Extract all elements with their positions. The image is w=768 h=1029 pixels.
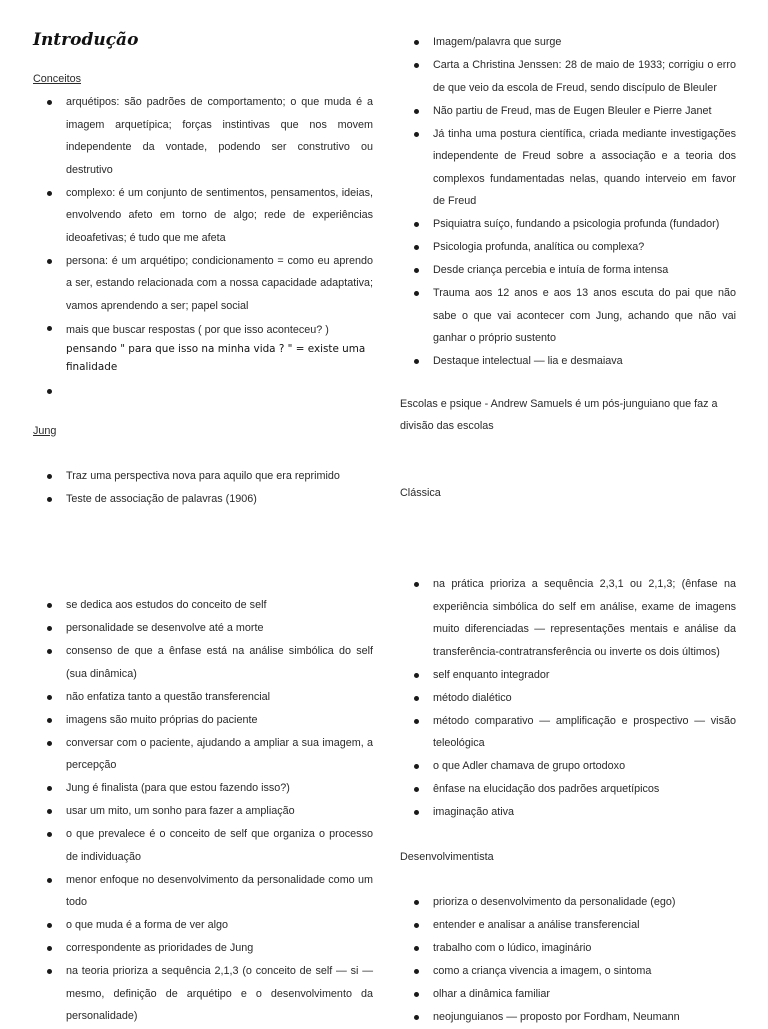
bullet-icon (414, 245, 419, 250)
bullet-icon (414, 222, 419, 227)
bullet-icon (414, 359, 419, 364)
list-item: arquétipos: são padrões de comportamento; o que muda é a imagem arquetípica; forças instintivas que nos movem independente da vontade, podendo ser construtivo ou destrutivo (66, 91, 373, 181)
list-item: Já tinha uma postura científica, criada mediante investigações independente de Freud sobre a associação e a teoria dos complexos fundamentadas nelas, quando interveio em favor de Freud (433, 123, 736, 213)
list-item: na prática prioriza a sequência 2,3,1 ou 2,1,3; (ênfase na experiência simbólica do self em análise, exame de imagens muito diferenciadas — representações mentais e análise da transferência-contratransferência ou inverte os dois últimos) (433, 573, 736, 663)
list-item: menor enfoque no desenvolvimento da personalidade como um todo (66, 869, 373, 914)
list-item: o que muda é a forma de ver algo (66, 914, 373, 937)
list-item: correspondente as prioridades de Jung (66, 937, 373, 960)
bullet-icon (414, 63, 419, 68)
list-item: personalidade se desenvolve até a morte (66, 617, 373, 640)
bullet-icon (47, 809, 52, 814)
list-item: neojunguianos — proposto por Fordham, Neumann (433, 1006, 736, 1029)
bullet-icon (414, 40, 419, 45)
list-item: Psicologia profunda, analítica ou complexa? (433, 236, 736, 259)
list-item: Destaque intelectual — lia e desmaiava (433, 350, 736, 373)
list-item: mais que buscar respostas ( por que isso aconteceu? ) pensando " para que isso na minha vida ? " = existe uma finalidade (66, 318, 373, 376)
bullet-icon (414, 109, 419, 114)
bullet-icon (414, 900, 419, 905)
bullet-icon (47, 497, 52, 502)
desenvolvimentista-list (400, 891, 736, 1029)
bullet-icon (414, 946, 419, 951)
classica-heading: Clássica (400, 487, 441, 499)
escolas-text: Escolas e psique - Andrew Samuels é um pós-junguiano que faz a divisão das escolas (400, 398, 718, 432)
bullet-icon (414, 992, 419, 997)
list-item: ênfase na elucidação dos padrões arquetípicos (433, 778, 736, 801)
bullet-icon (47, 474, 52, 479)
list-item: Jung é finalista (para que estou fazendo isso?) (66, 777, 373, 800)
list-item: Teste de associação de palavras (1906) (66, 488, 373, 511)
list-item: na teoria prioriza a sequência 2,1,3 (o conceito de self — si — mesmo, definição de arquétipo e o desenvolvimento da personalidade) (66, 960, 373, 1028)
bullet-icon (47, 923, 52, 928)
bullet-icon (414, 969, 419, 974)
list-item: se dedica aos estudos do conceito de self (66, 594, 373, 617)
list-item: imaginação ativa (433, 801, 736, 824)
bullet-icon (47, 626, 52, 631)
list-item: olhar a dinâmica familiar (433, 983, 736, 1006)
list-item: Não partiu de Freud, mas de Eugen Bleuler e Pierre Janet (433, 100, 736, 123)
bullet-icon (414, 132, 419, 137)
bullet-icon (47, 946, 52, 951)
list-item: Trauma aos 12 anos e aos 13 anos escuta do pai que não sabe o que vai acontecer com Jung, achando que não vai ganhar o próprio sustento (433, 282, 736, 350)
jung-bio-list (400, 31, 736, 373)
bullet-icon (47, 741, 52, 746)
list-item: o que prevalece é o conceito de self que organiza o processo de individuação (66, 823, 373, 868)
bullet-icon (47, 695, 52, 700)
list-item: persona: é um arquétipo; condicionamento = como eu aprendo a ser, estando relacionada com a nossa capacidade adaptativa; vamos aprendendo a ser; papel social (66, 250, 373, 318)
empty-list-item (66, 380, 373, 402)
classica-list (400, 573, 736, 824)
desenvolvimentista-heading: Desenvolvimentista (400, 851, 494, 863)
jung-heading: Jung (33, 425, 57, 437)
list-item: Traz uma perspectiva nova para aquilo que era reprimido (66, 465, 373, 488)
bullet-icon (47, 259, 52, 264)
conceitos-list (33, 91, 373, 402)
bullet-icon (47, 326, 52, 331)
list-item: imagens são muito próprias do paciente (66, 709, 373, 732)
list-item: Psiquiatra suíço, fundando a psicologia profunda (fundador) (433, 213, 736, 236)
bullet-icon (414, 268, 419, 273)
bullet-icon (47, 603, 52, 608)
list-item: método comparativo — amplificação e prospectivo — visão teleológica (433, 710, 736, 755)
bullet-icon (414, 582, 419, 587)
list-item: não enfatiza tanto a questão transferencial (66, 686, 373, 709)
bullet-icon (414, 1015, 419, 1020)
list-item: consenso de que a ênfase está na análise simbólica do self (sua dinâmica) (66, 640, 373, 685)
list-item: entender e analisar a análise transferencial (433, 914, 736, 937)
list-item: complexo: é um conjunto de sentimentos, pensamentos, ideias, envolvendo afeto em torno de algo; rede de experiências ideoafetivas; é tudo que me afeta (66, 182, 373, 250)
bullet-icon (47, 832, 52, 837)
bullet-icon (414, 787, 419, 792)
page-title: Introdução (33, 30, 139, 50)
bullet-icon (414, 810, 419, 815)
jung-list (33, 465, 373, 511)
bullet-icon (47, 191, 52, 196)
bullet-icon (47, 389, 52, 394)
bullet-icon (414, 291, 419, 296)
self-list (33, 594, 373, 1028)
bullet-icon (47, 718, 52, 723)
list-item: o que Adler chamava de grupo ortodoxo (433, 755, 736, 778)
bullet-icon (47, 969, 52, 974)
bullet-icon (414, 696, 419, 701)
list-item: self enquanto integrador (433, 664, 736, 687)
bullet-icon (47, 649, 52, 654)
list-item: prioriza o desenvolvimento da personalidade (ego) (433, 891, 736, 914)
list-item: usar um mito, um sonho para fazer a ampliação (66, 800, 373, 823)
bullet-icon (47, 878, 52, 883)
list-item: trabalho com o lúdico, imaginário (433, 937, 736, 960)
bullet-icon (47, 100, 52, 105)
bullet-icon (414, 923, 419, 928)
list-item: Imagem/palavra que surge (433, 31, 736, 54)
list-item: Carta a Christina Jenssen: 28 de maio de 1933; corrigiu o erro de que veio da escola de Freud, sendo discípulo de Bleuler (433, 54, 736, 99)
bullet-icon (414, 673, 419, 678)
bullet-icon (414, 719, 419, 724)
list-item: como a criança vivencia a imagem, o sintoma (433, 960, 736, 983)
list-item: método dialético (433, 687, 736, 710)
conceitos-heading: Conceitos (33, 73, 82, 85)
bullet-icon (414, 764, 419, 769)
bullet-icon (47, 786, 52, 791)
list-item: Desde criança percebia e intuía de forma intensa (433, 259, 736, 282)
list-item: conversar com o paciente, ajudando a ampliar a sua imagem, a percepção (66, 732, 373, 777)
